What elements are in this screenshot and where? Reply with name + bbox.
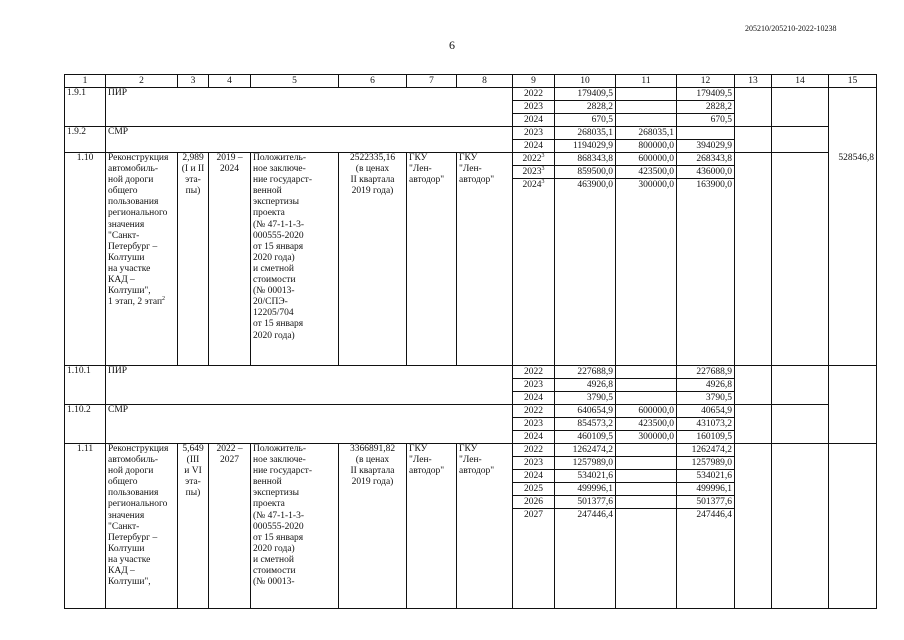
amount-cell: [677, 444, 735, 609]
cell-value: 2828,2: [677, 100, 734, 113]
year-cell: [513, 127, 555, 153]
table-row: [65, 405, 877, 444]
cell-value: [616, 391, 676, 404]
amount-cell: 528546,8: [829, 153, 877, 366]
cell-value: 640654,9: [577, 406, 613, 416]
amount-cell: [555, 366, 616, 405]
year-cell: [513, 366, 555, 405]
cell-value: 2022: [524, 406, 543, 416]
customer-cell: ГКУ "Лен- автодор": [407, 153, 457, 366]
year-cell: [513, 88, 555, 127]
table-row: [65, 127, 877, 153]
program-table: [64, 74, 877, 609]
empty-cell: [829, 366, 877, 405]
empty-cell: [735, 153, 772, 366]
amount-cell: [677, 366, 735, 405]
amount-cell: [677, 127, 735, 153]
cell-value: [616, 100, 676, 113]
row-label: СМР: [106, 127, 513, 153]
cell-value: 2026: [513, 495, 554, 508]
amount-cell: [555, 153, 616, 366]
table-row: [65, 444, 877, 609]
builder-cell: ГКУ "Лен- автодор": [457, 153, 513, 366]
table-row: [65, 88, 877, 127]
cell-value: 2025: [513, 482, 554, 495]
row-number: 1.9.1: [65, 88, 106, 127]
period-cell: 2019 – 2024: [209, 153, 251, 366]
amount-cell: [616, 88, 677, 127]
expertise-cell: Положитель- ное заключе- ние государст- венной экспертизы проекта (№ 47-1-1-3- 000555-2020 от 15 января 2020 года) и сметной стоимости (№ 00013-: [251, 444, 339, 609]
cell-value: 423500,0: [616, 417, 676, 430]
empty-cell: [772, 153, 829, 366]
header-cell: 7: [407, 75, 457, 88]
cell-value: 2022: [524, 445, 543, 455]
cell-value: [616, 508, 676, 521]
cell-value: 534021,6: [555, 469, 615, 482]
cell-value: [616, 482, 676, 495]
amount-cell: [555, 444, 616, 609]
cell-value: 670,5: [677, 113, 734, 126]
year-cell: [513, 153, 555, 366]
header-cell: 3: [178, 75, 209, 88]
cell-value: 2024: [513, 139, 554, 152]
year-cell: [513, 444, 555, 609]
empty-cell: [735, 88, 772, 127]
cell-value: 227688,9: [577, 367, 613, 377]
expertise-cell: Положитель- ное заключе- ние государст- венной экспертизы проекта (№ 47-1-1-3- 000555-2020 от 15 января 2020 года) и сметной стоимости (№ 00013- 20/СПЭ- 12205/704 от 15 января 2020 года): [251, 153, 339, 366]
cell-value: 2023: [524, 128, 543, 138]
cell-value: [677, 127, 734, 139]
row-number: 1.11: [65, 444, 106, 609]
cell-value: 2024$^3$: [513, 178, 554, 191]
cell-value: 868343,8: [577, 154, 613, 164]
header-cell: 1: [65, 75, 106, 88]
empty-cell: [829, 444, 877, 609]
cell-value: 227688,9: [696, 367, 732, 377]
cell-value: 1262474,2: [691, 445, 732, 455]
cell-value: 2022: [524, 89, 543, 99]
cost-cell: 2522335,16 (в ценах II квартала 2019 года): [339, 153, 407, 366]
amount-cell: [555, 127, 616, 153]
document-id: 205210/205210-2022-10238: [745, 24, 837, 33]
year-cell: [513, 405, 555, 444]
length-cell: 2,989 (I и II эта- пы): [178, 153, 209, 366]
cell-value: 3790,5: [677, 391, 734, 404]
cell-value: 499996,1: [555, 482, 615, 495]
cell-value: 268343,8: [696, 154, 732, 164]
empty-cell: [772, 366, 829, 405]
column-number-row: [65, 75, 877, 88]
cell-value: 501377,6: [677, 495, 734, 508]
cell-value: 160109,5: [677, 430, 734, 443]
cell-value: 3790,5: [555, 391, 615, 404]
empty-cell: [772, 405, 829, 444]
amount-cell: [555, 405, 616, 444]
cell-value: 460109,5: [555, 430, 615, 443]
empty-cell: [772, 127, 829, 153]
cell-value: [616, 456, 676, 469]
cell-value: [616, 469, 676, 482]
cell-value: 463900,0: [555, 178, 615, 191]
customer-cell: ГКУ "Лен- автодор": [407, 444, 457, 609]
cell-value: 600000,0: [638, 406, 674, 416]
cell-value: 859500,0: [555, 165, 615, 178]
row-number: 1.10.1: [65, 366, 106, 405]
amount-cell: [616, 153, 677, 366]
cell-value: 854573,2: [555, 417, 615, 430]
header-cell: 14: [772, 75, 829, 88]
cell-value: 2023: [513, 456, 554, 469]
cell-value: 501377,6: [555, 495, 615, 508]
cell-value: 2023: [513, 378, 554, 391]
amount-cell: [677, 405, 735, 444]
empty-cell: [735, 127, 772, 153]
row-label: ПИР: [106, 366, 513, 405]
cell-value: 268035,1: [577, 128, 613, 138]
row-number: 1.10: [65, 153, 106, 366]
cell-value: 423500,0: [616, 165, 676, 178]
cell-value: 2023$^3$: [513, 165, 554, 178]
cell-value: [616, 366, 676, 378]
cell-value: 2024: [513, 469, 554, 482]
object-name: Реконструкция автомобиль- ной дороги общего пользования регионального значения "Санкт- Петербург – Колтуши на участке КАД – Колтуши",: [106, 444, 178, 609]
cell-value: 1257989,0: [677, 456, 734, 469]
header-cell: 9: [513, 75, 555, 88]
row-label: СМР: [106, 405, 513, 444]
empty-cell: [829, 405, 877, 444]
table-row: [65, 366, 877, 405]
object-name: Реконструкция автомобиль- ной дороги общего пользования регионального значения "Санкт- Петербург – Колтуши на участке КАД – Колтуши", 1 этап, 2 этап$^2$: [106, 153, 178, 366]
cell-value: 670,5: [555, 113, 615, 126]
header-cell: 13: [735, 75, 772, 88]
cell-value: 300000,0: [616, 430, 676, 443]
cell-value: [616, 113, 676, 126]
header-cell: 10: [555, 75, 616, 88]
cell-value: 394029,9: [677, 139, 734, 152]
cell-value: 436000,0: [677, 165, 734, 178]
cell-value: 2023: [513, 417, 554, 430]
cost-cell: 3366891,82 (в ценах II квартала 2019 года): [339, 444, 407, 609]
amount-cell: [616, 405, 677, 444]
empty-cell: [772, 444, 829, 609]
header-cell: 11: [616, 75, 677, 88]
cell-value: [616, 88, 676, 100]
amount-cell: [677, 88, 735, 127]
empty-cell: [829, 127, 877, 153]
cell-value: 800000,0: [616, 139, 676, 152]
cell-value: 179409,5: [577, 89, 613, 99]
cell-value: 2022$^3$: [522, 152, 545, 164]
header-cell: 12: [677, 75, 735, 88]
cell-value: 600000,0: [638, 154, 674, 164]
cell-value: 4926,8: [555, 378, 615, 391]
cell-value: 247446,4: [555, 508, 615, 521]
period-cell: 2022 – 2027: [209, 444, 251, 609]
cell-value: 40654,9: [701, 406, 732, 416]
header-cell: 6: [339, 75, 407, 88]
cell-value: 268035,1: [638, 128, 674, 138]
row-number: 1.10.2: [65, 405, 106, 444]
cell-value: 1257989,0: [555, 456, 615, 469]
empty-cell: [772, 88, 829, 127]
amount-cell: [677, 153, 735, 366]
cell-value: 4926,8: [677, 378, 734, 391]
cell-value: 2024: [513, 113, 554, 126]
builder-cell: ГКУ "Лен- автодор": [457, 444, 513, 609]
amount-cell: [555, 88, 616, 127]
cell-value: 247446,4: [677, 508, 734, 521]
cell-value: 2023: [513, 100, 554, 113]
cell-value: [616, 378, 676, 391]
header-cell: 15: [829, 75, 877, 88]
header-cell: 5: [251, 75, 339, 88]
cell-value: 300000,0: [616, 178, 676, 191]
header-cell: 2: [106, 75, 178, 88]
amount-cell: [616, 444, 677, 609]
cell-value: 2024: [513, 430, 554, 443]
cell-value: 1262474,2: [572, 445, 613, 455]
table-row: [65, 153, 877, 366]
cell-value: [616, 495, 676, 508]
empty-cell: [735, 405, 772, 444]
cell-value: 431073,2: [677, 417, 734, 430]
empty-cell: [735, 366, 772, 405]
row-label: ПИР: [106, 88, 513, 127]
cell-value: 1194029,9: [555, 139, 615, 152]
empty-cell: [735, 444, 772, 609]
length-cell: 5,649 (III и VI эта- пы): [178, 444, 209, 609]
empty-cell: [829, 88, 877, 127]
cell-value: [616, 444, 676, 456]
header-cell: 4: [209, 75, 251, 88]
row-number: 1.9.2: [65, 127, 106, 153]
cell-value: 499996,1: [677, 482, 734, 495]
cell-value: 2027: [513, 508, 554, 521]
amount-cell: [616, 366, 677, 405]
header-cell: 8: [457, 75, 513, 88]
cell-value: 2022: [524, 367, 543, 377]
cell-value: 179409,5: [696, 89, 732, 99]
amount-cell: [616, 127, 677, 153]
cell-value: 2024: [513, 391, 554, 404]
page-number: 6: [449, 38, 455, 52]
cell-value: 534021,6: [677, 469, 734, 482]
cell-value: 2828,2: [555, 100, 615, 113]
cell-value: 163900,0: [677, 178, 734, 191]
